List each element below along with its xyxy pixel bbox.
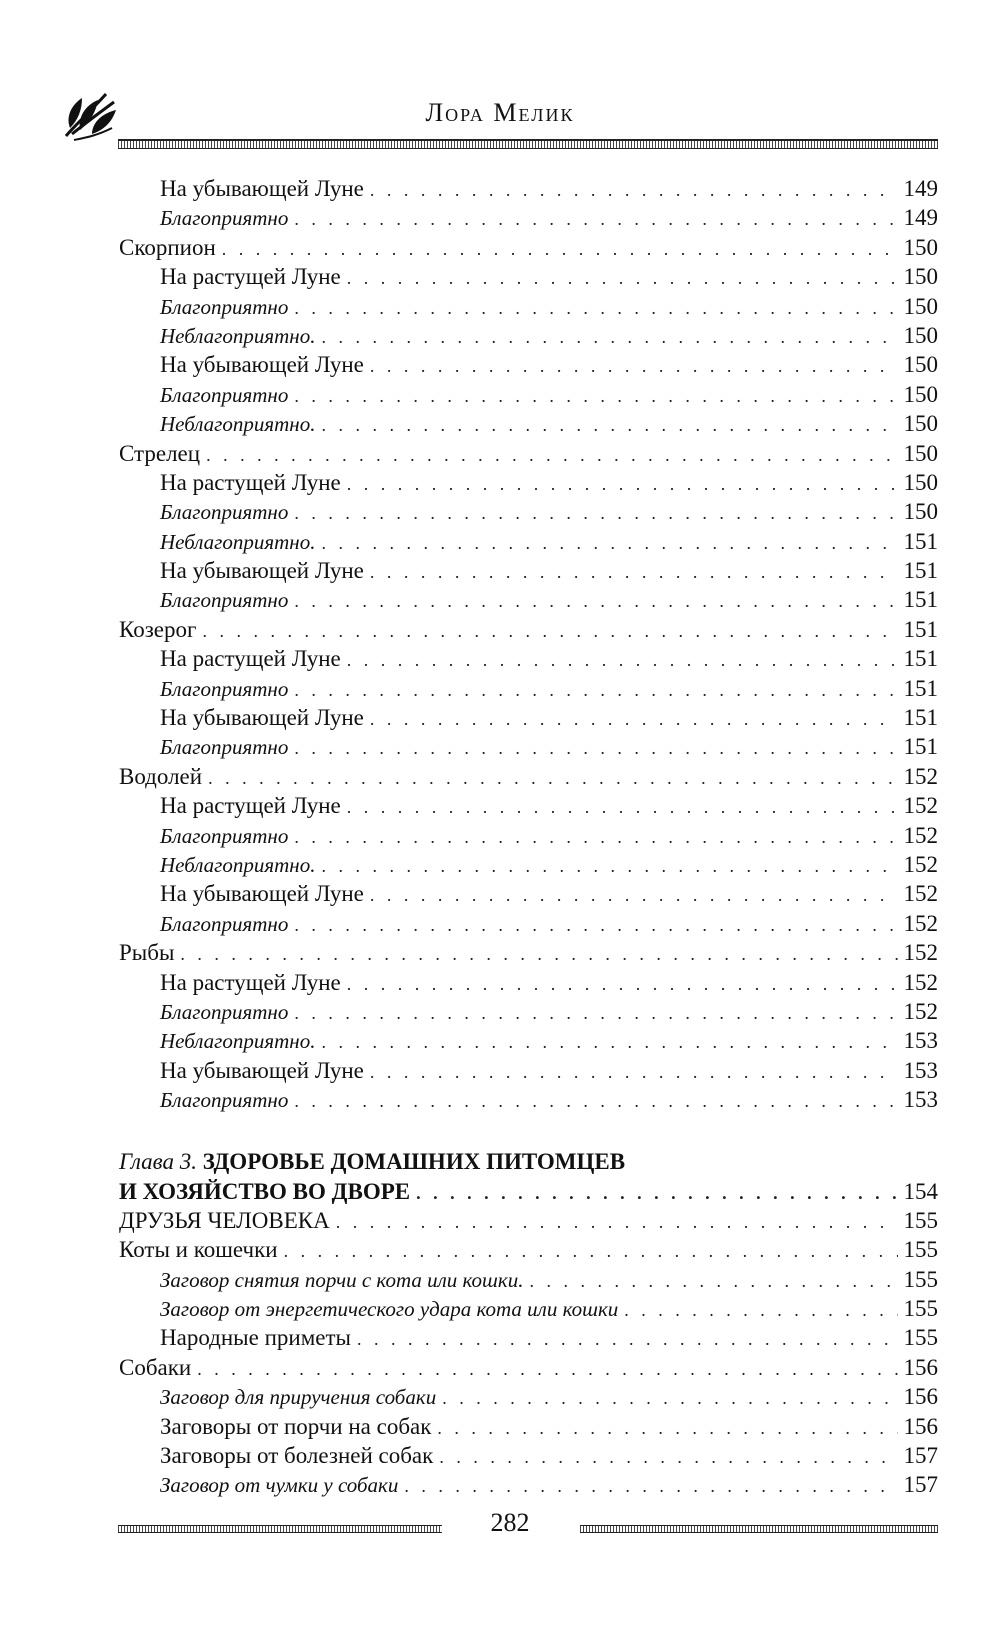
dot-leader: [321, 529, 897, 558]
toc-entry-page: 151: [903, 734, 938, 760]
toc-entry-label: На убывающей Луне: [160, 352, 364, 378]
toc-entry-label: Благоприятно: [160, 1088, 289, 1113]
toc-entry-page: 152: [903, 822, 938, 848]
toc-entry-label: На растущей Луне: [160, 264, 341, 290]
toc-entry: [119, 321, 938, 350]
toc-entry: [119, 262, 938, 291]
dot-leader: [284, 1237, 898, 1266]
toc-entry-page: 151: [903, 705, 938, 731]
chapter-entries: [119, 1206, 938, 1500]
toc-entry-label: Рыбы: [119, 940, 175, 966]
toc-entry-label: На растущей Луне: [160, 469, 341, 495]
toc-entry-label: На растущей Луне: [160, 969, 341, 995]
dot-leader: [294, 205, 897, 234]
dot-leader: [336, 1208, 898, 1237]
toc-entry-label: На убывающей Луне: [160, 176, 364, 201]
dot-leader: [404, 1472, 897, 1501]
toc-entry: [119, 674, 938, 703]
toc-entry-page: 152: [903, 763, 938, 789]
dot-leader: [294, 911, 897, 940]
toc-entry: [119, 938, 938, 967]
toc-entry-page: 150: [903, 322, 938, 348]
toc-entry: [119, 1026, 938, 1055]
dot-leader: [321, 1028, 897, 1057]
toc-entry-page: 151: [903, 675, 938, 701]
toc-entries: [119, 174, 938, 1115]
toc-entry-label: Благоприятно: [160, 911, 289, 936]
toc-entry: [119, 1265, 938, 1294]
toc-entry: [119, 850, 938, 879]
toc-entry-page: 150: [903, 293, 938, 319]
toc-entry-page: 152: [903, 793, 938, 819]
toc-entry: [119, 292, 938, 321]
toc-entry-label: Благоприятно: [160, 382, 289, 407]
toc-entry-label: Неблагоприятно.: [160, 323, 316, 348]
toc-entry-label: На убывающей Луне: [160, 705, 364, 731]
dot-leader: [180, 940, 897, 969]
toc-entry-label: Благоприятно: [160, 500, 289, 525]
dot-leader: [370, 1058, 898, 1087]
toc-entry-label: Заговор от энергетического удара кота или кошки: [160, 1297, 619, 1322]
dot-leader: [294, 499, 897, 528]
dot-leader: [222, 235, 898, 264]
dot-leader: [208, 764, 897, 793]
chapter-title-line-1: [119, 1147, 938, 1177]
toc-entry: [119, 1294, 938, 1323]
toc-entry-label: Козерог: [119, 616, 197, 642]
footer-rule-left: [118, 1525, 442, 1533]
toc-entry-page: 151: [903, 528, 938, 554]
toc-entry-page: 150: [903, 440, 938, 466]
dot-leader: [357, 1325, 898, 1354]
toc-entry: [119, 380, 938, 409]
toc-entry-label: Неблагоприятно.: [160, 412, 316, 437]
toc-entry-page: 151: [903, 587, 938, 613]
toc-entry: [119, 409, 938, 438]
toc-entry-page: 156: [903, 1413, 938, 1439]
dot-leader: [624, 1296, 897, 1325]
toc-entry-page: 150: [903, 499, 938, 525]
toc-entry-label: Неблагоприятно.: [160, 1029, 316, 1054]
dot-leader: [294, 382, 897, 411]
chapter-title-line-2: [119, 1177, 938, 1206]
page-number: 282: [490, 1508, 530, 1537]
dot-leader: [370, 881, 898, 910]
dot-leader: [294, 1087, 897, 1116]
toc-entry-page: 150: [903, 469, 938, 495]
toc-entry-page: 151: [903, 646, 938, 672]
dot-leader: [197, 1355, 897, 1384]
dot-leader: [321, 323, 897, 352]
dot-leader: [370, 705, 898, 734]
toc-entry: [119, 497, 938, 526]
dot-leader: [416, 1179, 897, 1208]
toc-entry-label: Благоприятно: [160, 206, 289, 231]
toc-entry-page: 155: [903, 1266, 938, 1292]
toc-entry: [119, 527, 938, 556]
chapter-page: 154: [903, 1178, 938, 1204]
toc-entry-page: 152: [903, 910, 938, 936]
toc-entry-label: На растущей Луне: [160, 646, 341, 672]
toc-entry-label: ДРУЗЬЯ ЧЕЛОВЕКА: [119, 1207, 330, 1233]
toc-entry-page: 155: [903, 1207, 938, 1233]
running-head: Лора Мелик: [425, 98, 575, 127]
toc-entry: [119, 1085, 938, 1114]
dot-leader: [321, 411, 897, 440]
toc-entry: [119, 821, 938, 850]
toc-entry-label: Благоприятно: [160, 676, 289, 701]
toc-entry-label: Благоприятно: [160, 999, 289, 1024]
toc-entry-label: Скорпион: [119, 234, 216, 260]
dot-leader: [347, 264, 898, 293]
toc-entry: [119, 439, 938, 468]
toc-entry-page: 150: [903, 381, 938, 407]
dot-leader: [294, 734, 897, 763]
dot-leader: [294, 294, 897, 323]
chapter-heading: [119, 1147, 938, 1206]
toc-entry-page: 152: [903, 940, 938, 966]
toc-entry: [119, 1323, 938, 1352]
footer-rule-right: [580, 1525, 938, 1533]
dot-leader: [206, 441, 897, 470]
toc-entry: [119, 1235, 938, 1264]
dot-leader: [202, 617, 897, 646]
toc-entry: [119, 1382, 938, 1411]
toc-entry: [119, 879, 938, 908]
toc-entry-label: Неблагоприятно.: [160, 852, 316, 877]
dot-leader: [321, 852, 897, 881]
dot-leader: [294, 676, 897, 705]
dot-leader: [347, 970, 898, 999]
dot-leader: [347, 646, 898, 675]
dot-leader: [294, 999, 897, 1028]
toc-entry-page: 153: [903, 1028, 938, 1054]
toc-entry: [119, 1441, 938, 1470]
toc-entry-label: Заговоры от болезней собак: [160, 1443, 434, 1469]
toc-entry: [119, 203, 938, 232]
toc-entry-label: Стрелец: [119, 440, 201, 466]
toc-entry-page: 151: [903, 616, 938, 642]
toc-entry-label: Народные приметы: [160, 1325, 351, 1351]
toc-entry: [119, 1206, 938, 1235]
toc-entry-page: 151: [903, 558, 938, 584]
toc-entry-page: 150: [903, 352, 938, 378]
toc-entry: [119, 1353, 938, 1382]
toc-entry-page: 155: [903, 1296, 938, 1322]
header-rule: [118, 139, 938, 149]
dot-leader: [442, 1384, 897, 1413]
toc-entry: [119, 350, 938, 379]
dot-leader: [439, 1443, 897, 1472]
toc-entry: [119, 762, 938, 791]
toc-entry: [119, 556, 938, 585]
toc-entry-page: 152: [903, 851, 938, 877]
toc-entry-label: Заговор от чумки у собаки: [160, 1473, 399, 1498]
dot-leader: [370, 558, 898, 587]
toc-entry-label: На убывающей Луне: [160, 558, 364, 584]
toc-entry-page: 155: [903, 1237, 938, 1263]
dot-leader: [294, 823, 897, 852]
toc-entry-label: Неблагоприятно.: [160, 529, 316, 554]
toc-entry-label: Благоприятно: [160, 294, 289, 319]
dot-leader: [370, 176, 898, 205]
toc-entry-page: 157: [903, 1472, 938, 1498]
toc-entry: [119, 1056, 938, 1085]
toc-entry-page: 153: [903, 1057, 938, 1083]
toc-entry-label: Заговоры от порчи на собак: [160, 1413, 432, 1439]
chapter-title-1: ЗДОРОВЬЕ ДОМАШНИХ ПИТОМЦЕВ: [202, 1148, 626, 1174]
toc-entry: [119, 968, 938, 997]
toc-entry-label: Водолей: [119, 763, 203, 789]
dot-leader: [347, 470, 898, 499]
toc-entry-label: Коты и кошечки: [119, 1237, 278, 1263]
toc-entry: [119, 791, 938, 820]
dot-leader: [294, 587, 897, 616]
dot-leader: [347, 793, 898, 822]
toc-entry: [119, 703, 938, 732]
toc-entry-label: Собаки: [119, 1354, 192, 1380]
toc-entry-page: 155: [903, 1325, 938, 1351]
toc-entry-page: 150: [903, 411, 938, 437]
toc-entry-page: 150: [903, 264, 938, 290]
toc-entry-label: Благоприятно: [160, 823, 289, 848]
toc-entry: [119, 585, 938, 614]
dot-leader: [437, 1414, 897, 1443]
chapter-prefix: Глава 3.: [119, 1148, 197, 1174]
toc-entry: [119, 174, 938, 203]
toc-entry-page: 157: [903, 1443, 938, 1469]
toc-entry-label: Благоприятно: [160, 588, 289, 613]
toc-entry-page: 150: [903, 234, 938, 260]
toc-entry-label: На убывающей Луне: [160, 881, 364, 907]
toc-entry-page: 156: [903, 1384, 938, 1410]
toc-entry-label: Заговор для приручения собаки: [160, 1385, 437, 1410]
toc-entry: [119, 1470, 938, 1499]
toc-entry: [119, 615, 938, 644]
toc-entry-page: 152: [903, 998, 938, 1024]
dot-leader: [529, 1267, 897, 1296]
toc-entry-page: 153: [903, 1087, 938, 1113]
toc-entry-page: 149: [903, 205, 938, 231]
toc-entry: [119, 644, 938, 673]
toc-entry: [119, 1412, 938, 1441]
toc-entry-label: На убывающей Луне: [160, 1057, 364, 1083]
toc-entry-label: Благоприятно: [160, 735, 289, 760]
chapter-title-2: И ХОЗЯЙСТВО ВО ДВОРЕ: [119, 1178, 411, 1204]
toc-entry: [119, 233, 938, 262]
toc-entry-page: 152: [903, 881, 938, 907]
toc-entry-label: На растущей Луне: [160, 793, 341, 819]
toc-entry-page: 152: [903, 969, 938, 995]
toc-entry-page: 149: [903, 176, 938, 201]
toc-entry-page: 156: [903, 1354, 938, 1380]
toc-entry: [119, 468, 938, 497]
toc-entry-label: Заговор снятия порчи с кота или кошки.: [160, 1267, 524, 1292]
toc-entry: [119, 909, 938, 938]
toc-entry: [119, 997, 938, 1026]
toc-entry: [119, 732, 938, 761]
table-of-contents: [119, 174, 938, 1500]
dot-leader: [370, 352, 898, 381]
